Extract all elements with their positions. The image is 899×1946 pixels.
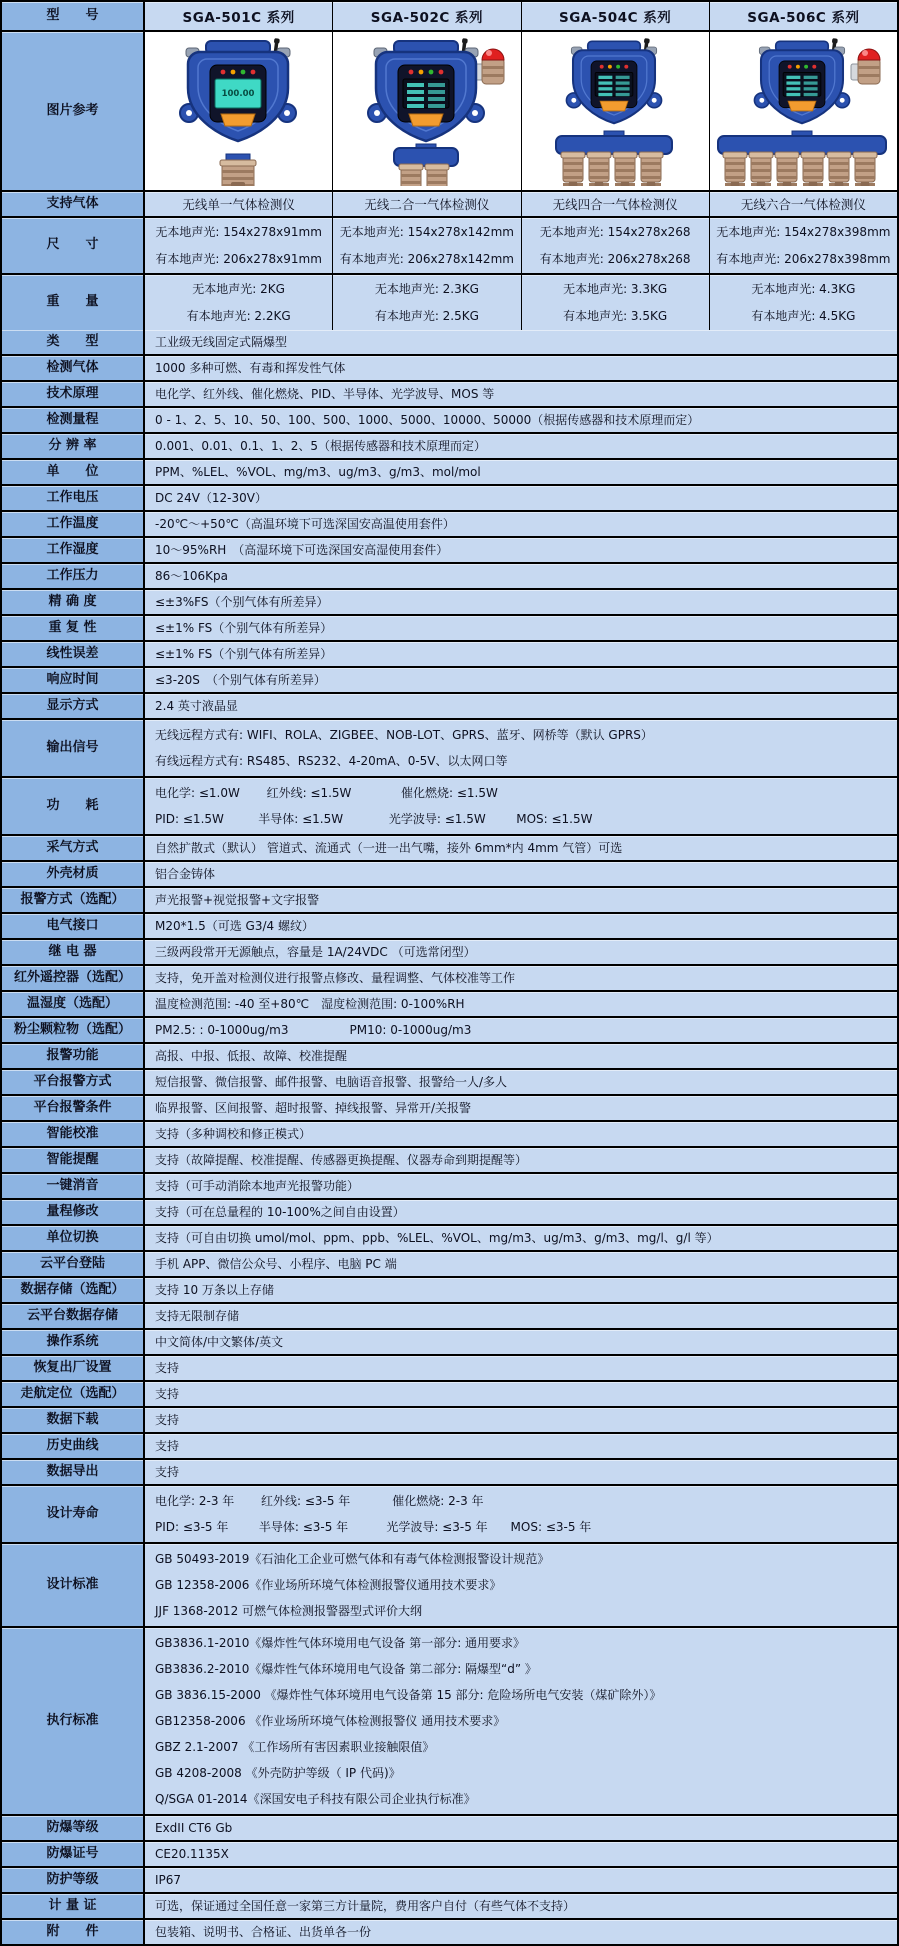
spec-value-line: 支持（可在总量程的 10-100%之间自由设置） — [155, 1205, 405, 1219]
spec-value — [145, 1868, 897, 1892]
model-header-cell: SGA-501C 系列 — [145, 2, 333, 30]
product-sga-506c-illustration — [710, 36, 896, 186]
spec-value — [145, 642, 897, 666]
weight-cell — [333, 275, 521, 330]
spec-value-line: GB 3836.15-2000 《爆炸性气体环境用电气设备第 15 部分: 危险场所电气安装（煤矿除外）》 — [155, 1688, 662, 1702]
spec-label: 附 件 — [2, 1920, 145, 1944]
gas-type-cell: 无线四合一气体检测仪 — [522, 192, 710, 216]
spec-value-line: 电化学: 2-3 年 红外线: ≤3-5 年 催化燃烧: 2-3 年 — [155, 1494, 484, 1508]
spec-value — [145, 382, 897, 406]
spec-value — [145, 1544, 897, 1626]
size-cell-line: 无本地声光: 154x278x268 — [539, 225, 691, 239]
weight-cell-line: 无本地声光: 3.3KG — [563, 282, 668, 296]
size-row-label: 尺 寸 — [2, 218, 145, 273]
spec-value-line: 可选，保证通过全国任意一家第三方计量院，费用客户自付（有些气体不支持） — [155, 1899, 576, 1913]
weight-row-label: 重 量 — [2, 275, 145, 330]
spec-value — [145, 778, 897, 834]
spec-row — [2, 1354, 897, 1380]
spec-label: 走航定位（选配） — [2, 1382, 145, 1406]
spec-row — [2, 1042, 897, 1068]
weight-cells — [145, 275, 897, 330]
model-header-cell: SGA-504C 系列 — [522, 2, 710, 30]
gas-type-cell: 无线单一气体检测仪 — [145, 192, 333, 216]
spec-row — [2, 510, 897, 536]
model-header-label: 型 号 — [2, 2, 145, 30]
spec-label: 类 型 — [2, 330, 145, 354]
spec-value — [145, 1920, 897, 1944]
size-cell-line: 有本地声光: 206x278x268 — [539, 252, 691, 266]
supported-gas-row — [2, 190, 897, 216]
size-cell-line: 无本地声光: 154x278x398mm — [716, 225, 891, 239]
model-header-cell: SGA-502C 系列 — [333, 2, 521, 30]
spec-value — [145, 720, 897, 776]
spec-row — [2, 458, 897, 484]
spec-value — [145, 1278, 897, 1302]
spec-value-line: GB3836.1-2010《爆炸性气体环境用电气设备 第一部分: 通用要求》 — [155, 1636, 526, 1650]
product-image-cell — [333, 32, 521, 190]
spec-label: 重 复 性 — [2, 616, 145, 640]
spec-value-line: DC 24V（12-30V） — [155, 491, 267, 505]
spec-value — [145, 1122, 897, 1146]
spec-value — [145, 408, 897, 432]
spec-value-line: M20*1.5（可选 G3/4 螺纹） — [155, 919, 314, 933]
product-image-cells — [145, 32, 897, 190]
spec-row — [2, 640, 897, 666]
model-header-row — [2, 2, 897, 30]
size-cell-line: 有本地声光: 206x278x142mm — [339, 252, 514, 266]
spec-value — [145, 1200, 897, 1224]
size-cell — [333, 218, 521, 273]
spec-value — [145, 1356, 897, 1380]
spec-value-line: 高报、中报、低报、故障、校准提醒 — [155, 1049, 348, 1063]
spec-value-line: 临界报警、区间报警、超时报警、掉线报警、异常开/关报警 — [155, 1101, 472, 1115]
spec-value-line: 支持 — [155, 1439, 180, 1453]
weight-cell-line: 无本地声光: 4.3KG — [751, 282, 856, 296]
spec-row — [2, 1302, 897, 1328]
spec-value-line: 支持，免开盖对检测仪进行报警点修改、量程调整、气体校准等工作 — [155, 971, 516, 985]
spec-value-line: GB12358-2006 《作业场所环境气体检测报警仪 通用技术要求》 — [155, 1714, 506, 1728]
spec-value — [145, 966, 897, 990]
spec-row — [2, 1626, 897, 1814]
weight-cell — [145, 275, 333, 330]
spec-value — [145, 434, 897, 458]
size-cells — [145, 218, 897, 273]
spec-value — [145, 862, 897, 886]
spec-row — [2, 1406, 897, 1432]
spec-row — [2, 666, 897, 692]
spec-label: 数据导出 — [2, 1460, 145, 1484]
spec-value — [145, 1174, 897, 1198]
spec-value — [145, 1408, 897, 1432]
spec-value-line: 中文简体/中文繁体/英文 — [155, 1335, 284, 1349]
weight-cell-line: 有本地声光: 3.5KG — [563, 309, 668, 323]
spec-row — [2, 886, 897, 912]
weight-cell-line: 有本地声光: 4.5KG — [751, 309, 856, 323]
spec-label: 平台报警方式 — [2, 1070, 145, 1094]
spec-value-line: ≤±1% FS（个别气体有所差异） — [155, 621, 333, 635]
spec-value-line: 支持 — [155, 1465, 180, 1479]
size-cell-line: 有本地声光: 206x278x398mm — [716, 252, 891, 266]
size-cell — [145, 218, 333, 273]
spec-value-line: PPM、%LEL、%VOL、mg/m3、ug/m3、g/m3、mol/mol — [155, 465, 481, 479]
spec-label: 历史曲线 — [2, 1434, 145, 1458]
spec-value-line: 支持 — [155, 1361, 180, 1375]
weight-cell-line: 无本地声光: 2KG — [192, 282, 285, 296]
spec-label: 分 辨 率 — [2, 434, 145, 458]
spec-value — [145, 330, 897, 354]
spec-label: 智能校准 — [2, 1122, 145, 1146]
spec-label: 功 耗 — [2, 778, 145, 834]
spec-label: 设计标准 — [2, 1544, 145, 1626]
spec-value-line: JJF 1368-2012 可燃气体检测报警器型式评价大纲 — [155, 1604, 423, 1618]
spec-value — [145, 1842, 897, 1866]
spec-row — [2, 562, 897, 588]
spec-value-line: GB3836.2-2010《爆炸性气体环境用电气设备 第二部分: 隔爆型“d” 》 — [155, 1662, 537, 1676]
spec-value-line: Q/SGA 01-2014《深国安电子科技有限公司企业执行标准》 — [155, 1792, 476, 1806]
spec-value-line: PID: ≤1.5W 半导体: ≤1.5W 光学波导: ≤1.5W MOS: ≤1.5W — [155, 812, 593, 826]
spec-row — [2, 1918, 897, 1944]
spec-value — [145, 460, 897, 484]
gas-row-label: 支持气体 — [2, 192, 145, 216]
spec-label: 电气接口 — [2, 914, 145, 938]
spec-value-line: 支持无限制存储 — [155, 1309, 240, 1323]
spec-label: 数据下载 — [2, 1408, 145, 1432]
spec-value-line: 支持 — [155, 1413, 180, 1427]
spec-value-line: 支持（故障提醒、校准提醒、传感器更换提醒、仪器寿命到期提醒等） — [155, 1153, 528, 1167]
spec-label: 线性误差 — [2, 642, 145, 666]
spec-value — [145, 940, 897, 964]
spec-label: 计 量 证 — [2, 1894, 145, 1918]
spec-label: 响应时间 — [2, 668, 145, 692]
spec-row — [2, 1250, 897, 1276]
spec-row — [2, 1380, 897, 1406]
spec-label: 设计寿命 — [2, 1486, 145, 1542]
spec-value-line: 0 - 1、2、5、10、50、100、500、1000、5000、10000、50000（根据传感器和技术原理而定） — [155, 413, 700, 427]
spec-value — [145, 1304, 897, 1328]
spec-label: 数据存储（选配） — [2, 1278, 145, 1302]
spec-value-line: 短信报警、微信报警、邮件报警、电脑语音报警、报警给一人/多人 — [155, 1075, 508, 1089]
spec-label: 采气方式 — [2, 836, 145, 860]
spec-value — [145, 1148, 897, 1172]
spec-row — [2, 432, 897, 458]
spec-row — [2, 860, 897, 886]
spec-label: 防护等级 — [2, 1868, 145, 1892]
spec-label: 云平台登陆 — [2, 1252, 145, 1276]
spec-label: 温湿度（选配） — [2, 992, 145, 1016]
spec-row — [2, 938, 897, 964]
spec-row — [2, 484, 897, 510]
spec-row — [2, 692, 897, 718]
spec-label: 防爆等级 — [2, 1816, 145, 1840]
size-cell-line: 无本地声光: 154x278x142mm — [339, 225, 514, 239]
spec-value — [145, 1628, 897, 1814]
weight-row — [2, 273, 897, 330]
model-header-cell: SGA-506C 系列 — [710, 2, 897, 30]
spec-label: 单位切换 — [2, 1226, 145, 1250]
spec-label: 防爆证号 — [2, 1842, 145, 1866]
spec-rows-container — [2, 330, 897, 1944]
spec-row — [2, 964, 897, 990]
spec-row — [2, 1432, 897, 1458]
spec-label: 平台报警条件 — [2, 1096, 145, 1120]
spec-value-line: 自然扩散式（默认） 管道式、流通式（一进一出气嘴，接外 6mm*内 4mm 气管）可选 — [155, 841, 623, 855]
spec-value-line: 电化学、红外线、催化燃烧、PID、半导体、光学波导、MOS 等 — [155, 387, 495, 401]
spec-value-line: 支持（可自由切换 umol/mol、ppm、ppb、%LEL、%VOL、mg/m3、ug/m3、g/m3、mg/l、g/l 等） — [155, 1231, 719, 1245]
weight-cell — [522, 275, 710, 330]
spec-label: 检测气体 — [2, 356, 145, 380]
spec-label: 量程修改 — [2, 1200, 145, 1224]
spec-value — [145, 836, 897, 860]
spec-value-line: 86～106Kpa — [155, 569, 229, 583]
svg-text:100.00: 100.00 — [221, 89, 255, 99]
spec-value-line: 支持（多种调校和修正模式） — [155, 1127, 312, 1141]
spec-value-line: 无线远程方式有: WIFI、ROLA、ZIGBEE、NOB-LOT、GPRS、蓝牙、网桥等（默认 GPRS） — [155, 728, 653, 742]
spec-row — [2, 1892, 897, 1918]
spec-value-line: 声光报警+视觉报警+文字报警 — [155, 893, 320, 907]
spec-row — [2, 614, 897, 640]
weight-cell-line: 有本地声光: 2.2KG — [186, 309, 291, 323]
spec-label: 红外遥控器（选配） — [2, 966, 145, 990]
spec-row — [2, 1172, 897, 1198]
spec-row — [2, 912, 897, 938]
spec-label: 单 位 — [2, 460, 145, 484]
spec-value — [145, 616, 897, 640]
spec-value-line: 三级两段常开无源触点，容量是 1A/24VDC （可选常闭型） — [155, 945, 476, 959]
spec-value — [145, 1382, 897, 1406]
spec-value — [145, 1330, 897, 1354]
spec-value-line: 10～95%RH （高湿环境下可选深国安高湿使用套件） — [155, 543, 449, 557]
spec-value-line: 有线远程方式有: RS485、RS232、4-20mA、0-5V、以太网口等 — [155, 754, 508, 768]
spec-value-line: GB 50493-2019《石油化工企业可燃气体和有毒气体检测报警设计规范》 — [155, 1552, 550, 1566]
spec-row — [2, 1146, 897, 1172]
spec-row — [2, 1224, 897, 1250]
spec-value-line: ≤±3%FS（个别气体有所差异） — [155, 595, 329, 609]
spec-label: 继 电 器 — [2, 940, 145, 964]
spec-value — [145, 888, 897, 912]
spec-row — [2, 776, 897, 834]
spec-value-line: GB 12358-2006《作业场所环境气体检测报警仪通用技术要求》 — [155, 1578, 502, 1592]
spec-label: 外壳材质 — [2, 862, 145, 886]
spec-label: 操作系统 — [2, 1330, 145, 1354]
spec-value-line: PM2.5: : 0-1000ug/m3 PM10: 0-1000ug/m3 — [155, 1023, 472, 1037]
spec-row — [2, 1328, 897, 1354]
spec-row — [2, 1458, 897, 1484]
spec-value — [145, 1894, 897, 1918]
spec-value — [145, 590, 897, 614]
gas-type-cell: 无线六合一气体检测仪 — [710, 192, 897, 216]
spec-row — [2, 834, 897, 860]
size-cell — [710, 218, 897, 273]
spec-value — [145, 1044, 897, 1068]
spec-label: 精 确 度 — [2, 590, 145, 614]
spec-label: 工作温度 — [2, 512, 145, 536]
spec-value — [145, 564, 897, 588]
spec-row — [2, 1542, 897, 1626]
spec-value — [145, 694, 897, 718]
spec-value-line: GBZ 2.1-2007 《工作场所有害因素职业接触限值》 — [155, 1740, 435, 1754]
spec-value-line: 包装箱、说明书、合格证、出货单各一份 — [155, 1925, 372, 1939]
spec-value-line: -20℃～+50℃（高温环境下可选深国安高温使用套件） — [155, 517, 455, 531]
spec-value — [145, 1226, 897, 1250]
weight-cell-line: 有本地声光: 2.5KG — [374, 309, 479, 323]
spec-row — [2, 1814, 897, 1840]
spec-label: 检测量程 — [2, 408, 145, 432]
spec-value-line: 铝合金铸体 — [155, 867, 216, 881]
spec-row — [2, 1484, 897, 1542]
image-row-label: 图片参考 — [2, 32, 145, 190]
weight-cell-line: 无本地声光: 2.3KG — [374, 282, 479, 296]
spec-label: 智能提醒 — [2, 1148, 145, 1172]
size-cell — [522, 218, 710, 273]
spec-row — [2, 354, 897, 380]
spec-row — [2, 1016, 897, 1042]
spec-value — [145, 914, 897, 938]
spec-row — [2, 1068, 897, 1094]
size-cell-line: 无本地声光: 154x278x91mm — [155, 225, 322, 239]
spec-value — [145, 992, 897, 1016]
spec-value — [145, 512, 897, 536]
product-image-cell — [522, 32, 710, 190]
spec-row — [2, 990, 897, 1016]
spec-value-line: PID: ≤3-5 年 半导体: ≤3-5 年 光学波导: ≤3-5 年 MOS: ≤3-5 年 — [155, 1520, 592, 1534]
product-sga-502c-illustration — [334, 36, 520, 186]
spec-value-line: ≤±1% FS（个别气体有所差异） — [155, 647, 333, 661]
spec-value-line: 手机 APP、微信公众号、小程序、电脑 PC 端 — [155, 1257, 397, 1271]
spec-row — [2, 1276, 897, 1302]
gas-type-cell: 无线二合一气体检测仪 — [333, 192, 521, 216]
spec-value — [145, 1816, 897, 1840]
spec-label: 技术原理 — [2, 382, 145, 406]
spec-value-line: GB 4208-2008 《外壳防护等级（ IP 代码)》 — [155, 1766, 401, 1780]
spec-label: 输出信号 — [2, 720, 145, 776]
spec-row — [2, 380, 897, 406]
spec-value-line: ≤3-20S （个别气体有所差异） — [155, 673, 326, 687]
spec-value — [145, 1070, 897, 1094]
spec-value-line: 温度检测范围: -40 至+80℃ 湿度检测范围: 0-100%RH — [155, 997, 465, 1011]
spec-value — [145, 1096, 897, 1120]
product-image-row — [2, 30, 897, 190]
spec-label: 报警方式（选配） — [2, 888, 145, 912]
spec-value — [145, 1486, 897, 1542]
spec-value — [145, 356, 897, 380]
spec-row — [2, 536, 897, 562]
product-image-cell — [710, 32, 897, 190]
spec-value-line: 支持 — [155, 1387, 180, 1401]
spec-value-line: 0.001、0.01、0.1、1、2、5（根据传感器和技术原理而定） — [155, 439, 487, 453]
gas-cells — [145, 192, 897, 216]
spec-value-line: 工业级无线固定式隔爆型 — [155, 335, 288, 349]
weight-cell — [710, 275, 897, 330]
spec-row — [2, 330, 897, 354]
spec-value-line: 支持 10 万条以上存储 — [155, 1283, 274, 1297]
spec-row — [2, 1198, 897, 1224]
spec-value — [145, 668, 897, 692]
spec-row — [2, 1840, 897, 1866]
spec-value — [145, 486, 897, 510]
spec-label: 恢复出厂设置 — [2, 1356, 145, 1380]
spec-row — [2, 1094, 897, 1120]
product-sga-504c-illustration — [522, 36, 708, 186]
spec-value-line: 电化学: ≤1.0W 红外线: ≤1.5W 催化燃烧: ≤1.5W — [155, 786, 498, 800]
spec-row — [2, 1120, 897, 1146]
spec-value — [145, 1460, 897, 1484]
size-cell-line: 有本地声光: 206x278x91mm — [155, 252, 322, 266]
spec-label: 执行标准 — [2, 1628, 145, 1814]
spec-label: 云平台数据存储 — [2, 1304, 145, 1328]
spec-label: 工作电压 — [2, 486, 145, 510]
spec-value-line: IP67 — [155, 1873, 182, 1887]
model-header-cells — [145, 2, 897, 30]
product-sga-501c-illustration — [146, 36, 332, 186]
spec-value — [145, 538, 897, 562]
spec-label: 一键消音 — [2, 1174, 145, 1198]
spec-label: 粉尘颗粒物（选配） — [2, 1018, 145, 1042]
spec-label: 工作湿度 — [2, 538, 145, 562]
spec-value — [145, 1018, 897, 1042]
product-image-cell — [145, 32, 333, 190]
spec-row — [2, 718, 897, 776]
spec-value-line: CE20.1135X — [155, 1847, 229, 1861]
spec-row — [2, 1866, 897, 1892]
spec-value — [145, 1434, 897, 1458]
spec-value-line: ExdII CT6 Gb — [155, 1821, 233, 1835]
spec-label: 显示方式 — [2, 694, 145, 718]
dimensions-row — [2, 216, 897, 273]
spec-label: 报警功能 — [2, 1044, 145, 1068]
spec-value-line: 支持（可手动消除本地声光报警功能） — [155, 1179, 360, 1193]
spec-label: 工作压力 — [2, 564, 145, 588]
spec-row — [2, 588, 897, 614]
spec-value-line: 1000 多种可燃、有毒和挥发性气体 — [155, 361, 346, 375]
spec-row — [2, 406, 897, 432]
spec-value — [145, 1252, 897, 1276]
spec-value-line: 2.4 英寸液晶显 — [155, 699, 238, 713]
